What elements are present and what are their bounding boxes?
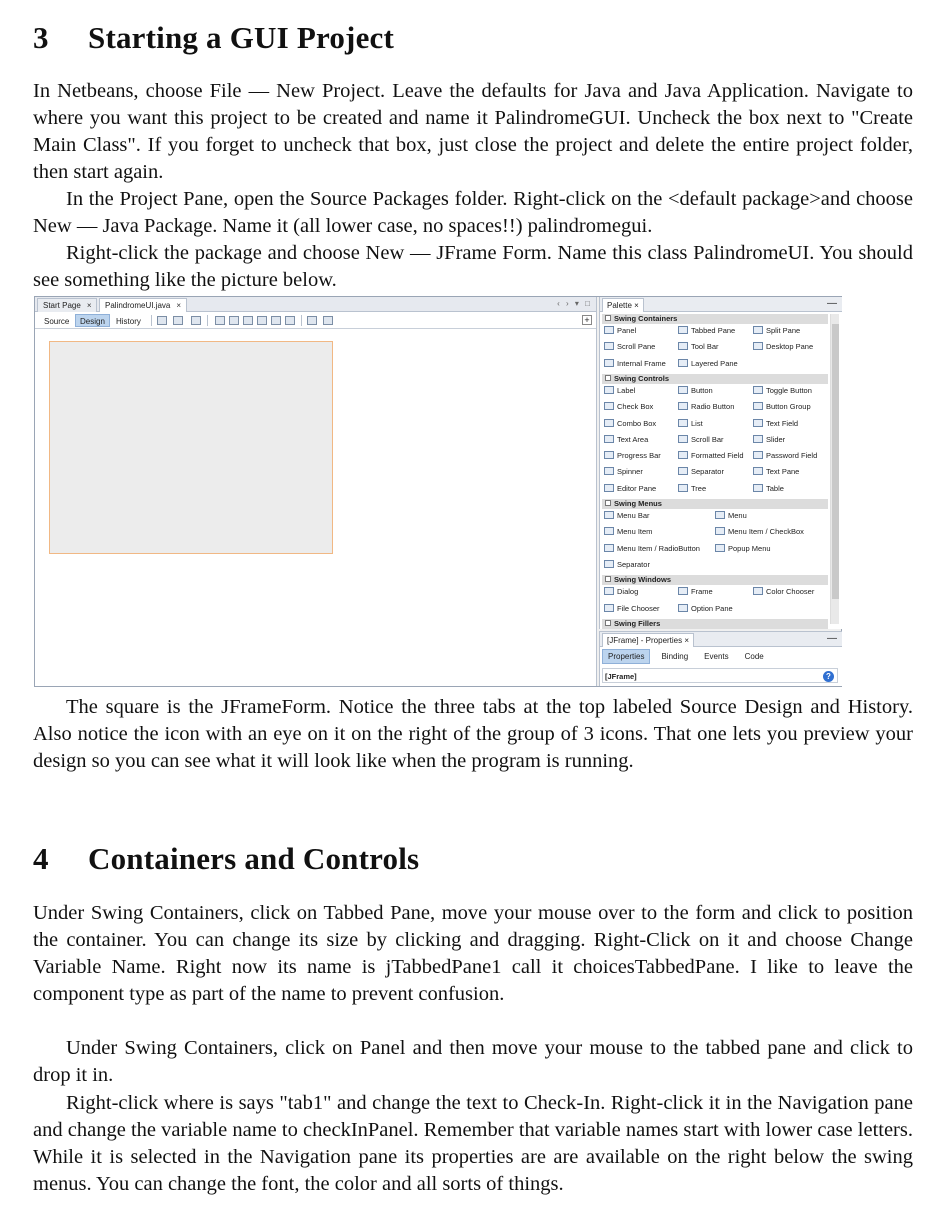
palette-item[interactable] (753, 401, 811, 413)
center-horizontally-icon[interactable] (243, 316, 253, 325)
component-icon (715, 527, 725, 535)
align-left-icon[interactable] (215, 316, 225, 325)
palette-item-label: Menu Item (617, 527, 653, 537)
palette-item[interactable] (753, 385, 812, 397)
component-icon (753, 402, 763, 410)
connection-mode-icon[interactable] (173, 316, 183, 325)
palette-item[interactable] (604, 559, 650, 571)
tab-start-page[interactable] (37, 298, 97, 312)
component-icon (678, 386, 688, 394)
component-icon (753, 386, 763, 394)
palette-item[interactable] (678, 385, 713, 397)
palette-item[interactable] (604, 483, 656, 495)
palette-item-label: Text Area (617, 434, 649, 444)
component-icon (604, 467, 614, 475)
component-icon (604, 560, 614, 568)
palette-item-label: Tabbed Pane (691, 326, 736, 335)
palette-item-label: Scroll Bar (691, 434, 724, 444)
palette-item-label: Label (617, 385, 636, 395)
palette-item[interactable] (678, 483, 706, 495)
collapse-icon[interactable] (605, 620, 611, 626)
align-top-icon[interactable] (257, 316, 267, 325)
minimize-icon[interactable]: — (827, 633, 837, 644)
component-icon (604, 402, 614, 410)
resize-vertical-icon[interactable] (323, 316, 333, 325)
palette-item-label: Text Pane (766, 467, 800, 477)
component-icon (753, 587, 763, 595)
tab-scroll-controls[interactable]: ‹ › ▾ □ (557, 299, 592, 308)
palette-item[interactable] (678, 466, 724, 478)
component-icon (604, 484, 614, 492)
palette-item-label: Separator (617, 559, 650, 569)
close-icon[interactable]: × (86, 301, 92, 310)
palette-category[interactable] (602, 575, 828, 585)
palette-item[interactable] (753, 434, 785, 446)
netbeans-screenshot (34, 296, 842, 687)
palette-category[interactable] (602, 314, 828, 324)
section-title: Containers and Controls (88, 841, 420, 876)
palette-item-label: Tree (691, 483, 707, 493)
collapse-icon[interactable] (605, 576, 611, 582)
tab-palindromeui[interactable] (99, 298, 187, 312)
paragraph: Right-click where is says "tab1" and change the text to Check-In. Right-click it in the Navigation pane and change the variable name to checkInPanel. Remember that variable names start with lower case letters. While it is selected in the Navigation pane its properties are are available on the right below the swing menus. You can change the font, the color and all sorts of things. (33, 1092, 913, 1195)
section-number: 3 (33, 20, 49, 55)
palette-item-label: Table (766, 483, 784, 493)
component-icon (678, 435, 688, 443)
palette-item-label: Scroll Pane (617, 342, 656, 352)
palette-item[interactable] (678, 603, 733, 615)
palette-item-label: Text Field (766, 418, 799, 428)
tab-binding[interactable]: Binding (661, 652, 689, 661)
minimize-icon[interactable]: — (827, 298, 837, 309)
properties-title: [JFrame] - Properties (607, 636, 683, 645)
component-icon (753, 342, 763, 350)
component-icon (753, 326, 763, 334)
component-icon (678, 587, 688, 595)
tab-events[interactable]: Events (704, 652, 729, 661)
component-icon (604, 587, 614, 595)
palette-item-label: List (691, 418, 703, 428)
palette-item[interactable] (604, 466, 643, 478)
component-icon (678, 484, 688, 492)
palette-item[interactable] (678, 401, 734, 413)
paragraph: The square is the JFrameForm. Notice the three tabs at the top labeled Source Design and History. Also notice the icon with an eye on it on the right of the group of 3 icons. That one lets you preview your design so you can see what it will look like when the program is running. (33, 696, 913, 772)
section-4-heading (33, 841, 419, 877)
close-icon[interactable]: × (684, 636, 690, 645)
palette-item-label: Menu Item / CheckBox (728, 527, 804, 537)
align-bottom-icon[interactable] (271, 316, 281, 325)
palette-item[interactable] (604, 450, 661, 462)
palette-item-label: Option Pane (691, 603, 733, 613)
palette-item[interactable] (604, 401, 653, 413)
section-title: Starting a GUI Project (88, 20, 395, 55)
properties-tabs (602, 649, 775, 663)
palette-item[interactable] (753, 466, 799, 478)
palette-category[interactable] (602, 499, 828, 509)
palette-item-label: Radio Button (691, 402, 735, 412)
palette-item[interactable] (753, 586, 814, 598)
palette-item[interactable] (678, 325, 735, 337)
palette-item[interactable] (604, 603, 660, 615)
palette-item[interactable] (604, 586, 638, 598)
tab-label: PalindromeUI.java (105, 301, 171, 310)
tab-properties[interactable]: Properties (602, 649, 650, 664)
paragraph: Right-click the package and choose New — JFrame Form. Name this class PalindromeUI. You should see something like the picture below. (33, 242, 913, 291)
palette-item[interactable] (604, 510, 650, 522)
palette-item[interactable] (753, 325, 800, 337)
palette-item-label: File Chooser (617, 603, 660, 613)
palette-item[interactable] (753, 483, 784, 495)
palette-item-label: Menu Bar (617, 511, 650, 520)
component-icon (604, 527, 614, 535)
palette-scrollbar[interactable] (830, 314, 839, 624)
resize-horizontal-icon[interactable] (307, 316, 317, 325)
component-icon (678, 451, 688, 459)
component-icon (753, 419, 763, 427)
component-icon (604, 544, 614, 552)
component-icon (753, 467, 763, 475)
design-tab[interactable]: Design (75, 314, 110, 327)
palette-item-label: Check Box (617, 402, 654, 412)
tab-label: Start Page (43, 301, 81, 310)
palette-item-label: Password Field (766, 451, 818, 461)
component-icon (604, 359, 614, 367)
tab-code[interactable]: Code (744, 652, 764, 661)
palette-item[interactable] (715, 510, 747, 522)
properties-tab[interactable] (602, 633, 694, 647)
palette-item[interactable] (715, 543, 771, 555)
selected-component (602, 668, 838, 683)
properties-panel (599, 631, 842, 686)
component-icon (604, 386, 614, 394)
palette-item-label: Editor Pane (617, 483, 657, 493)
component-icon (678, 402, 688, 410)
palette-item-label: Split Pane (766, 326, 801, 335)
palette-item[interactable] (715, 526, 804, 538)
component-icon (678, 342, 688, 350)
palette-item-label: Formatted Field (691, 451, 744, 461)
palette-item-label: Desktop Pane (766, 342, 814, 352)
palette-item[interactable] (753, 341, 813, 353)
palette-item[interactable] (678, 434, 724, 446)
palette-item-label: Spinner (617, 467, 643, 477)
palette-item[interactable] (604, 543, 700, 555)
source-tab[interactable]: Source (44, 317, 70, 326)
component-icon (753, 435, 763, 443)
category-label: Swing Fillers (614, 618, 661, 628)
paragraph: Under Swing Containers, click on Tabbed Pane, move your mouse over to the form and click to position the container. You can change its size by clicking and dragging. Right-Click on it and choose Change Variable Name. Right now its name is jTabbedPane1 call it choicesTabbedPane. I like to leave the component type as part of the name to prevent confusion. (33, 902, 913, 1005)
component-icon (715, 544, 725, 552)
collapse-icon[interactable] (605, 375, 611, 381)
palette-item[interactable] (604, 526, 652, 538)
palette-title: Palette (607, 301, 632, 310)
component-icon (604, 604, 614, 612)
palette-item[interactable] (604, 434, 648, 446)
component-icon (604, 435, 614, 443)
component-icon (678, 604, 688, 612)
section-number: 4 (33, 841, 49, 876)
palette-item[interactable] (678, 418, 703, 430)
component-icon (604, 326, 614, 334)
component-icon (753, 451, 763, 459)
palette-item[interactable] (678, 341, 719, 353)
paragraph: In Netbeans, choose File — New Project. Leave the defaults for Java and Java Application. Navigate to where you want this project to be created and name it PalindromeGUI. Uncheck the box next to "Create Main Class". If you forget to uncheck that box, just close the project and delete the entire project folder, then start again. (33, 80, 913, 183)
palette-item-label: Menu Item / RadioButton (617, 543, 700, 553)
palette-item[interactable] (678, 586, 713, 598)
paragraph: Under Swing Containers, click on Panel and then move your mouse to the tabbed pane and click to drop it in. (33, 1037, 913, 1086)
component-icon (604, 511, 614, 519)
palette-item-label: Tool Bar (691, 342, 719, 352)
help-icon[interactable]: ? (823, 671, 834, 682)
palette-item-label: Button Group (766, 402, 811, 412)
palette-item-label: Internal Frame (617, 358, 666, 368)
palette-category[interactable] (602, 619, 828, 629)
palette-item[interactable] (753, 450, 817, 462)
palette-item-label: Color Chooser (766, 587, 815, 597)
close-icon[interactable]: × (634, 301, 639, 310)
component-icon (753, 484, 763, 492)
palette-item[interactable] (678, 450, 744, 462)
palette-category[interactable] (602, 374, 828, 384)
palette-item-label: Popup Menu (728, 543, 771, 553)
component-icon (715, 511, 725, 519)
palette-item-label: Combo Box (617, 418, 657, 428)
palette-item-label: Panel (617, 326, 637, 335)
category-label: Swing Windows (614, 575, 672, 585)
editor-toolbar (35, 312, 596, 329)
palette-item-label: Separator (691, 467, 724, 477)
selected-component-label: [JFrame] (605, 672, 637, 681)
component-icon (678, 467, 688, 475)
preview-design-icon[interactable] (191, 316, 201, 325)
palette-tab[interactable] (602, 298, 644, 312)
palette-item-label: Progress Bar (617, 451, 661, 461)
history-tab[interactable]: History (116, 317, 141, 326)
collapse-icon[interactable] (605, 315, 611, 321)
palette-item[interactable] (604, 385, 635, 397)
category-label: Swing Menus (614, 499, 662, 508)
palette-item[interactable] (678, 358, 738, 370)
collapse-icon[interactable] (605, 500, 611, 506)
palette-item[interactable] (604, 418, 656, 430)
palette-item-label: Button (691, 385, 713, 395)
jframe-form[interactable] (49, 341, 333, 554)
palette-item-label: Menu (728, 511, 747, 520)
selection-mode-icon[interactable] (157, 316, 167, 325)
palette-item[interactable] (604, 341, 655, 353)
component-icon (604, 451, 614, 459)
component-icon (604, 342, 614, 350)
component-icon (678, 326, 688, 334)
align-right-icon[interactable] (229, 316, 239, 325)
palette-item-label: Slider (766, 434, 786, 444)
category-label: Swing Controls (614, 373, 669, 383)
palette-item-label: Layered Pane (691, 358, 738, 368)
palette-item[interactable] (604, 325, 636, 337)
paragraph: In the Project Pane, open the Source Packages folder. Right-click on the <default package>and choose New — Java Package. Name it (all lower case, no spaces!!) palindromegui. (33, 188, 913, 237)
center-vertically-icon[interactable] (285, 316, 295, 325)
component-icon (678, 419, 688, 427)
palette-item-label: Toggle Button (766, 385, 812, 395)
editor-tab-bar (35, 297, 596, 312)
editor-pane (35, 297, 597, 686)
category-label: Swing Containers (614, 314, 678, 323)
component-icon (604, 419, 614, 427)
palette-item-label: Frame (691, 587, 713, 597)
palette-panel (599, 297, 842, 629)
expand-icon[interactable]: + (582, 315, 592, 325)
palette-item-label: Dialog (617, 587, 639, 597)
section-3-heading (33, 20, 394, 56)
close-icon[interactable]: × (176, 301, 182, 310)
component-icon (678, 359, 688, 367)
palette-item[interactable] (753, 418, 798, 430)
palette-item[interactable] (604, 358, 666, 370)
